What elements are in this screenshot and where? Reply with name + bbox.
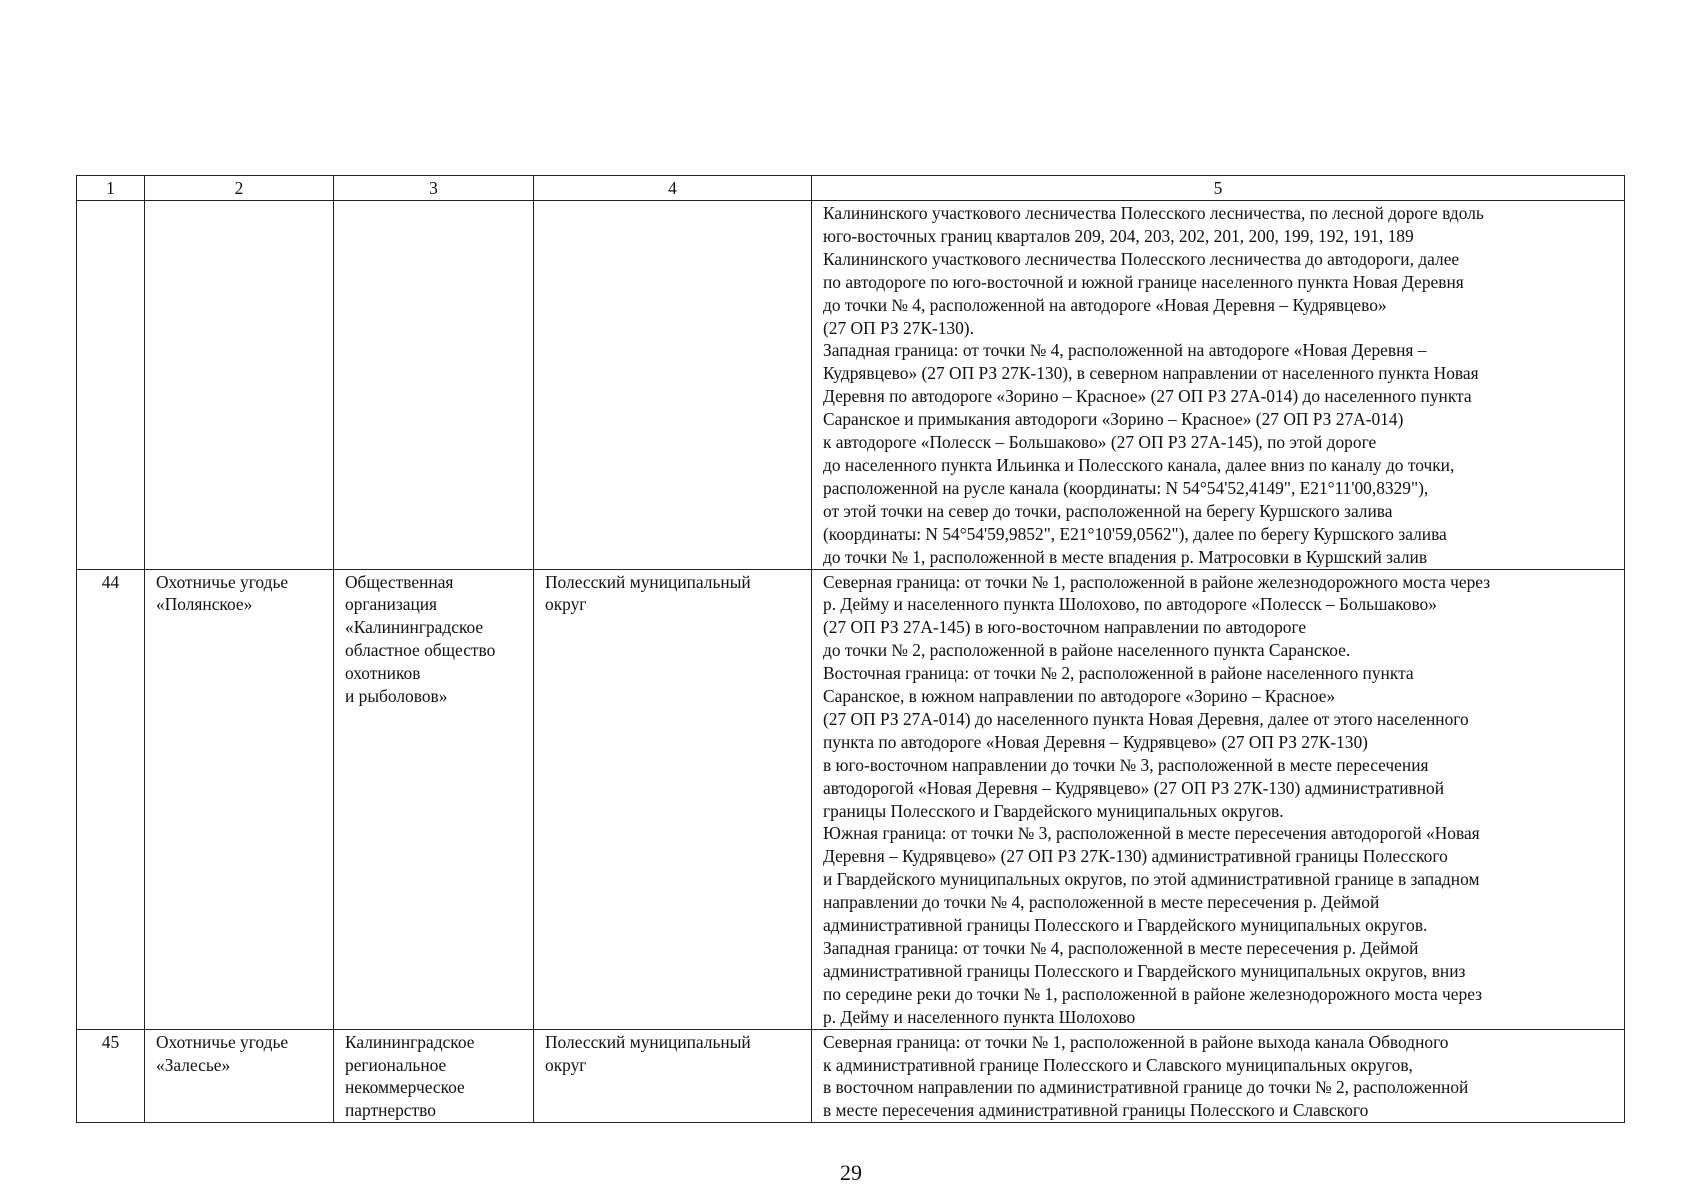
text-line: р. Дейму и населенного пункта Шолохово, по автодороге «Полесск – Большаково» — [823, 594, 1437, 615]
text-line: по автодороге по юго-восточной и южной границе населенного пункта Новая Деревня — [823, 271, 1464, 292]
text-line: Саранское, в южном направлении по автодороге «Зорино – Красное» — [823, 686, 1336, 707]
text-line: Охотничье угодье — [156, 1031, 289, 1052]
text-line: Калининского участкового лесничества Полесского лесничества до автодороги, далее — [823, 248, 1460, 269]
cell-description — [812, 569, 1625, 1029]
column-header-4: 4 — [534, 176, 812, 201]
text-line: охотников — [345, 663, 421, 684]
text-line: к автодороге «Полесск – Большаково» (27 ОП РЗ 27А-145), по этой дороге — [823, 432, 1377, 453]
cell-name — [145, 569, 334, 1029]
text-line: административной границы Полесского и Гвардейского муниципальных округов, вниз — [823, 960, 1466, 981]
text-line: Северная граница: от точки № 1, расположенной в районе выхода канала Обводного — [823, 1031, 1449, 1052]
page-number: 29 — [840, 1160, 862, 1185]
cell-number: 45 — [77, 1029, 145, 1123]
text-line: к административной границе Полесского и Славского муниципальных округов, — [823, 1054, 1413, 1075]
cell-number: 44 — [77, 569, 145, 1029]
text-line: округ — [545, 594, 587, 615]
text-line: областное общество — [345, 640, 496, 661]
column-header-5: 5 — [812, 176, 1625, 201]
text-line: Саранское и примыкания автодороги «Зорино – Красное» (27 ОП РЗ 27А-014) — [823, 409, 1404, 430]
text-line: юго-восточных границ кварталов 209, 204, 203, 202, 201, 200, 199, 192, 191, 189 — [823, 225, 1414, 246]
text-line: Полесский муниципальный — [545, 1031, 751, 1052]
text-line: Общественная — [345, 571, 454, 592]
text-line: пункта по автодороге «Новая Деревня – Кудрявцево» (27 ОП РЗ 27К-130) — [823, 731, 1368, 752]
text-line: Охотничье угодье — [156, 571, 289, 592]
text-line: Западная граница: от точки № 4, расположенной в месте пересечения р. Деймой — [823, 938, 1419, 958]
text-line: Калининского участкового лесничества Полесского лесничества, по лесной дороге вдоль — [823, 203, 1484, 223]
cell-description — [812, 1029, 1625, 1123]
cell-district — [534, 201, 812, 570]
text-line: Восточная граница: от точки № 2, расположенной в районе населенного пункта — [823, 663, 1414, 684]
cell-organization — [334, 1029, 534, 1123]
text-line: «Калининградское — [345, 617, 484, 638]
text-line: до точки № 1, расположенной в месте впадения р. Матросовки в Куршский залив — [823, 546, 1428, 567]
cell-organization — [334, 201, 534, 570]
table-row-44 — [77, 569, 1625, 1029]
cell-number — [77, 201, 145, 570]
text-line: Полесский муниципальный — [545, 571, 751, 592]
text-line: Кудрявцево» (27 ОП РЗ 27К-130), в северном направлении от населенного пункта Новая — [823, 363, 1479, 384]
text-line: Деревня по автодороге «Зорино – Красное» (27 ОП РЗ 27А-014) до населенного пункта — [823, 386, 1472, 407]
text-line: Калининградское — [345, 1031, 475, 1052]
table-row-45 — [77, 1029, 1625, 1123]
cell-description — [812, 201, 1625, 570]
text-line: «Залесье» — [156, 1054, 231, 1075]
text-line: границы Полесского и Гвардейского муниципальных округов. — [823, 800, 1284, 821]
text-line: в юго-восточном направлении до точки № 3, расположенной в месте пересечения — [823, 754, 1429, 775]
text-line: партнерство — [345, 1100, 436, 1121]
text-line: (27 ОП РЗ 27А-014) до населенного пункта Новая Деревня, далее от этого населенного — [823, 708, 1469, 729]
text-line: Северная граница: от точки № 1, расположенной в районе железнодорожного моста через — [823, 571, 1491, 592]
header-row — [77, 176, 1625, 201]
text-line: до точки № 2, расположенной в районе населенного пункта Саранское. — [823, 640, 1351, 661]
text-line: Деревня – Кудрявцево» (27 ОП РЗ 27К-130) административной границы Полесского — [823, 846, 1448, 867]
text-line: организация — [345, 594, 438, 615]
cell-name — [145, 201, 334, 570]
text-line: «Полянское» — [156, 594, 253, 615]
text-line: (27 ОП РЗ 27К-130). — [823, 317, 974, 338]
column-header-2: 2 — [145, 176, 334, 201]
column-header-1: 1 — [77, 176, 145, 201]
text-line: направлении до точки № 4, расположенной в месте пересечения р. Деймой — [823, 892, 1380, 913]
text-line: и рыболовов» — [345, 686, 448, 707]
boundaries-table — [76, 175, 1625, 1123]
text-line: (27 ОП РЗ 27А-145) в юго-восточном направлении по автодороге — [823, 617, 1307, 638]
text-line: (координаты: N 54°54'59,9852", E21°10'59,0562"), далее по берегу Куршского залива — [823, 523, 1447, 544]
text-line: до населенного пункта Ильинка и Полесского канала, далее вниз по каналу до точки, — [823, 454, 1455, 475]
text-line: в месте пересечения административной границы Полесского и Славского — [823, 1100, 1369, 1121]
cell-organization — [334, 569, 534, 1029]
text-line: автодорогой «Новая Деревня – Кудрявцево» (27 ОП РЗ 27К-130) административной — [823, 777, 1445, 798]
text-line: Западная граница: от точки № 4, расположенной на автодороге «Новая Деревня – — [823, 340, 1427, 361]
cell-name — [145, 1029, 334, 1123]
text-line: р. Дейму и населенного пункта Шолохово — [823, 1006, 1136, 1027]
text-line: расположенной на русле канала (координаты: N 54°54'52,4149", E21°11'00,8329"), — [823, 477, 1429, 498]
text-line: Южная граница: от точки № 3, расположенной в месте пересечения автодорогой «Новая — [823, 823, 1480, 844]
table-row-continuation — [77, 201, 1625, 570]
text-line: некоммерческое — [345, 1077, 465, 1098]
column-header-3: 3 — [334, 176, 534, 201]
text-line: от этой точки на север до точки, расположенной на берегу Куршского залива — [823, 500, 1393, 521]
text-line: административной границы Полесского и Гвардейского муниципальных округов. — [823, 915, 1428, 936]
text-line: округ — [545, 1054, 587, 1075]
text-line: региональное — [345, 1054, 447, 1075]
text-line: в восточном направлении по административной границе до точки № 2, расположенной — [823, 1077, 1469, 1098]
cell-district — [534, 1029, 812, 1123]
text-line: по середине реки до точки № 1, расположенной в районе железнодорожного моста через — [823, 983, 1483, 1004]
text-line: и Гвардейского муниципальных округов, по этой административной границе в западном — [823, 869, 1480, 890]
cell-district — [534, 569, 812, 1029]
text-line: до точки № 4, расположенной на автодороге «Новая Деревня – Кудрявцево» — [823, 294, 1387, 315]
